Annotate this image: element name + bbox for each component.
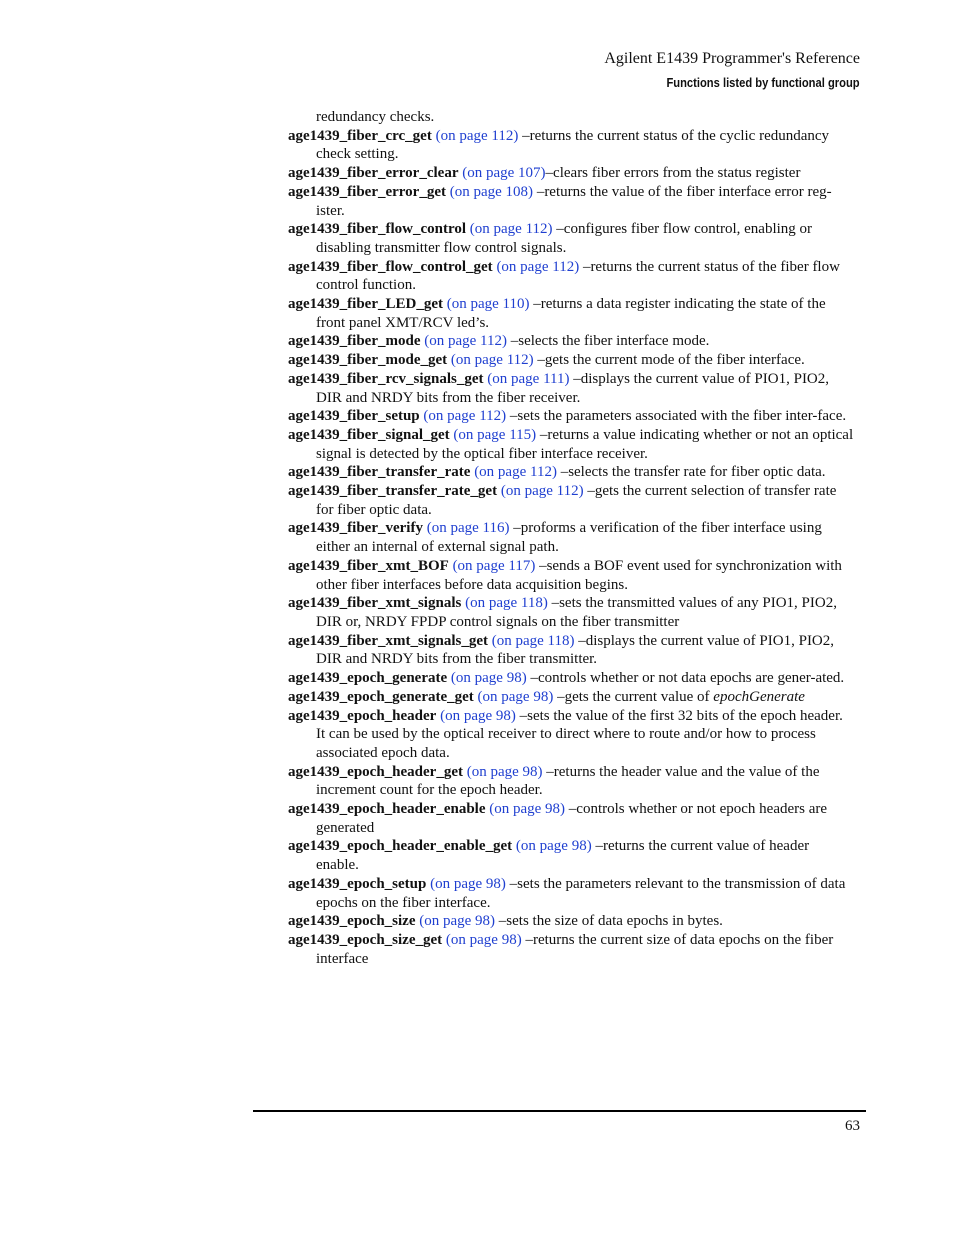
page-reference-link[interactable]: (on page 112) bbox=[450, 352, 534, 369]
running-header-section: Functions listed by functional group bbox=[666, 75, 860, 90]
function-entry bbox=[288, 557, 854, 594]
function-description: –controls whether or not epoch headers are generated bbox=[316, 801, 828, 836]
function-name: age1439_fiber_crc_get bbox=[288, 127, 432, 144]
function-description: –configures fiber flow control, enabling or disabling transmitter flow control signals. bbox=[316, 221, 813, 256]
function-entries bbox=[288, 127, 854, 969]
function-entry bbox=[288, 183, 854, 220]
function-entry bbox=[288, 669, 854, 688]
function-description: –proforms a verification of the fiber interface using either an internal of external signal path. bbox=[316, 520, 822, 556]
function-entry bbox=[288, 426, 854, 463]
function-name: age1439_fiber_mode_get bbox=[288, 352, 448, 369]
function-entry bbox=[288, 800, 854, 837]
page-reference-link[interactable]: (on page 98) bbox=[477, 688, 554, 705]
page-reference-link[interactable]: (on page 112) bbox=[500, 483, 584, 500]
function-description: –gets the current mode of the fiber interface. bbox=[533, 352, 805, 369]
page-reference-link[interactable]: (on page 98) bbox=[466, 763, 543, 780]
function-entry bbox=[288, 632, 854, 669]
page-reference-link[interactable]: (on page 111) bbox=[487, 370, 570, 387]
function-entry bbox=[288, 220, 854, 257]
function-name: age1439_fiber_rcv_signals_get bbox=[288, 370, 484, 387]
function-entry bbox=[288, 594, 854, 631]
page-reference-link[interactable]: (on page 98) bbox=[419, 913, 496, 930]
running-header-title: Agilent E1439 Programmer's Reference bbox=[604, 50, 860, 67]
function-description: –clears fiber errors from the status register bbox=[545, 165, 801, 182]
function-entry bbox=[288, 332, 854, 351]
page-reference-link[interactable]: (on page 98) bbox=[440, 707, 516, 724]
page-reference-link[interactable]: (on page 98) bbox=[445, 931, 522, 948]
page-reference-link[interactable]: (on page 115) bbox=[453, 426, 537, 443]
function-description: –gets the current selection of transfer rate for fiber optic data. bbox=[316, 483, 837, 518]
function-description: –sets the parameters relevant to the transmission of data epochs on the fiber interface. bbox=[316, 875, 846, 911]
function-entry bbox=[288, 164, 854, 183]
function-name: age1439_fiber_transfer_rate_get bbox=[288, 483, 498, 500]
page-reference-link[interactable]: (on page 118) bbox=[491, 632, 575, 649]
function-description: –displays the current value of PIO1, PIO2, DIR and NRDY bits from the fiber receiver. bbox=[316, 370, 830, 406]
page-reference-link[interactable]: (on page 98) bbox=[430, 875, 506, 892]
function-entry bbox=[288, 519, 854, 556]
function-name: age1439_epoch_header_enable bbox=[288, 801, 486, 818]
page-reference-link[interactable]: (on page 107) bbox=[462, 165, 546, 182]
function-name: age1439_fiber_transfer_rate bbox=[288, 464, 471, 481]
function-description: –selects the transfer rate for fiber optic data. bbox=[556, 464, 826, 481]
function-entry bbox=[288, 407, 854, 426]
page-reference-link[interactable]: (on page 98) bbox=[450, 670, 527, 687]
function-name: age1439_fiber_error_clear bbox=[288, 165, 459, 182]
function-entry bbox=[288, 482, 854, 519]
function-entry bbox=[288, 688, 854, 707]
function-name: age1439_fiber_error_get bbox=[288, 183, 446, 200]
function-name: age1439_fiber_mode bbox=[288, 333, 421, 350]
page-reference-link[interactable]: (on page 116) bbox=[426, 520, 510, 537]
function-description: –sets the transmitted values of any PIO1, PIO2, DIR or, NRDY FPDP control signals on the fiber transmitter bbox=[316, 595, 837, 630]
page-reference-link[interactable]: (on page 98) bbox=[489, 801, 566, 818]
page-reference-link[interactable]: (on page 112) bbox=[435, 127, 519, 144]
parameter-name: epochGenerate bbox=[713, 688, 805, 705]
function-entry bbox=[288, 127, 854, 164]
function-description: –returns the current value of header enable. bbox=[316, 838, 810, 874]
function-description: –selects the fiber interface mode. bbox=[506, 333, 710, 350]
page-reference-link[interactable]: (on page 112) bbox=[474, 464, 557, 481]
function-description: –controls whether or not data epochs are gener-ated. bbox=[526, 670, 845, 687]
function-name: age1439_fiber_flow_control_get bbox=[288, 258, 493, 275]
function-entry bbox=[288, 837, 854, 874]
function-name: age1439_fiber_signal_get bbox=[288, 426, 450, 443]
function-entry bbox=[288, 875, 854, 912]
footer-rule bbox=[253, 1110, 866, 1112]
function-description: –returns the current status of the cyclic redundancy check setting. bbox=[316, 127, 830, 163]
function-name: age1439_fiber_verify bbox=[288, 520, 423, 537]
function-description: –returns the current size of data epochs on the fiber interface bbox=[316, 931, 834, 967]
function-description: –sends a BOF event used for synchronization with other fiber interfaces before data acquisition begins. bbox=[316, 557, 842, 593]
function-description: –returns a data register indicating the state of the front panel XMT/RCV led’s. bbox=[316, 296, 826, 331]
page-reference-link[interactable]: (on page 112) bbox=[469, 221, 553, 238]
function-entry bbox=[288, 295, 854, 332]
page-number: 63 bbox=[845, 1118, 860, 1134]
function-entry bbox=[288, 370, 854, 407]
function-name: age1439_epoch_size_get bbox=[288, 931, 443, 948]
page-reference-link[interactable]: (on page 98) bbox=[515, 838, 592, 855]
function-name: age1439_epoch_generate bbox=[288, 670, 448, 687]
function-description: –sets the value of the first 32 bits of the epoch header. It can be used by the optical receiver to direct where to route and/or how to process associated epoch data. bbox=[316, 707, 843, 761]
function-name: age1439_fiber_xmt_signals_get bbox=[288, 632, 488, 649]
function-description: –sets the parameters associated with the fiber inter-face. bbox=[506, 408, 847, 425]
function-description: –gets the current value of bbox=[553, 688, 714, 705]
function-description: –sets the size of data epochs in bytes. bbox=[495, 913, 723, 930]
page-reference-link[interactable]: (on page 118) bbox=[465, 595, 548, 612]
function-entry bbox=[288, 258, 854, 295]
function-name: age1439_fiber_LED_get bbox=[288, 296, 443, 313]
function-description: –returns the header value and the value of the increment count for the epoch header. bbox=[316, 763, 820, 799]
function-entry bbox=[288, 763, 854, 800]
function-entry bbox=[288, 912, 854, 931]
function-name: age1439_fiber_flow_control bbox=[288, 221, 467, 238]
page-reference-link[interactable]: (on page 117) bbox=[452, 557, 536, 574]
page-reference-link[interactable]: (on page 112) bbox=[496, 258, 580, 275]
function-name: age1439_epoch_header bbox=[288, 707, 437, 724]
function-entry bbox=[288, 931, 854, 968]
function-description: –displays the current value of PIO1, PIO2, DIR and NRDY bits from the fiber transmitter. bbox=[316, 632, 835, 668]
function-description: –returns the current status of the fiber flow control function. bbox=[316, 258, 840, 294]
function-name: age1439_fiber_setup bbox=[288, 408, 420, 425]
function-name: age1439_epoch_size bbox=[288, 913, 416, 930]
page-reference-link[interactable]: (on page 108) bbox=[449, 183, 534, 200]
page-reference-link[interactable]: (on page 112) bbox=[423, 408, 507, 425]
function-list bbox=[288, 108, 854, 968]
function-entry bbox=[288, 351, 854, 370]
function-name: age1439_epoch_header_enable_get bbox=[288, 838, 513, 855]
function-name: age1439_fiber_xmt_BOF bbox=[288, 557, 449, 574]
function-name: age1439_epoch_generate_get bbox=[288, 688, 474, 705]
function-entry bbox=[288, 707, 854, 763]
page-reference-link[interactable]: (on page 110) bbox=[446, 296, 530, 313]
function-name: age1439_epoch_header_get bbox=[288, 763, 463, 780]
function-name: age1439_epoch_setup bbox=[288, 875, 427, 892]
continuation-text: redundancy checks. bbox=[316, 109, 435, 125]
function-name: age1439_fiber_xmt_signals bbox=[288, 595, 462, 612]
function-entry bbox=[288, 463, 854, 482]
page-reference-link[interactable]: (on page 112) bbox=[424, 333, 507, 350]
function-description: –returns a value indicating whether or not an optical signal is detected by the optical fiber interface receiver. bbox=[316, 426, 854, 462]
function-description: –returns the value of the fiber interface error reg-ister. bbox=[316, 183, 832, 219]
